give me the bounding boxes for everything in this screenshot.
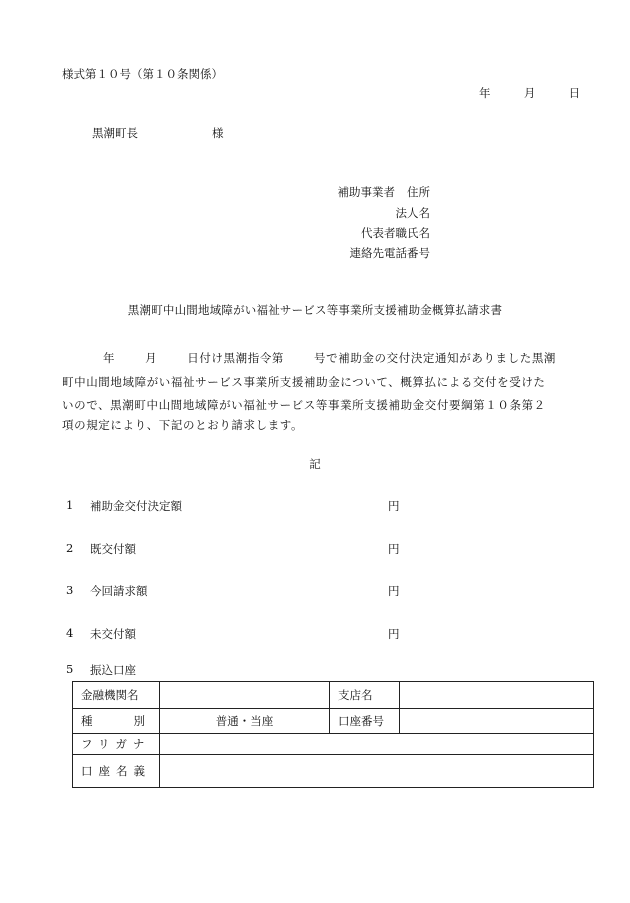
branch-field[interactable] (400, 682, 594, 709)
bank-row-furigana (73, 734, 594, 755)
body-line-4: 項の規定により、下記のとおり請求します。 (62, 418, 304, 432)
body-line-3: いので、黒潮町中山間地域障がい福祉サービス等事業所支援補助金交付要綱第１０条第２ (62, 398, 546, 412)
item-unit: 円 (388, 499, 400, 513)
date-line (479, 85, 580, 101)
bank-row-holder (73, 755, 594, 788)
item-unit: 円 (388, 584, 400, 598)
institution-field[interactable] (160, 682, 330, 709)
account-type-label (73, 709, 160, 734)
applicant-address-label: 住所 (407, 185, 430, 199)
date-year: 年 (479, 86, 491, 100)
document-title: 黒潮町中山間地域障がい福祉サービス等事業所支援補助金概算払請求書 (127, 303, 503, 317)
body-line-2: 町中山間地域障がい福祉サービス事業所支援補助金について、概算払による交付を受けた (62, 375, 546, 389)
body-year: 年 (103, 351, 116, 365)
item-unit: 円 (388, 542, 400, 556)
bank-row-type (73, 709, 594, 734)
ki-heading: 記 (309, 457, 321, 471)
applicant-phone-label: 連絡先電話番号 (349, 246, 430, 260)
account-number-label: 口座番号 (330, 709, 400, 734)
bank-row-institution (73, 682, 594, 709)
body-text-b: 号で補助金の交付決定通知がありました黒潮 (314, 351, 557, 365)
applicant-label: 補助事業者 (337, 185, 395, 199)
account-holder-field[interactable] (160, 755, 594, 788)
item-unit: 円 (388, 627, 400, 641)
account-type-value[interactable]: 普通・当座 (160, 709, 330, 734)
institution-label: 金融機関名 (73, 682, 160, 709)
item-number: 4 (66, 626, 74, 640)
furigana-field[interactable] (160, 734, 594, 755)
account-number-field[interactable] (400, 709, 594, 734)
item-number: 2 (66, 541, 74, 555)
item-number: 5 (66, 662, 74, 676)
item-number: 3 (66, 583, 74, 597)
bank-account-table (72, 681, 594, 788)
body-month: 月 (145, 351, 158, 365)
body-text-a: 日付け黒潮指令第 (187, 351, 285, 365)
applicant-representative-label: 代表者職氏名 (361, 226, 430, 240)
applicant-address-row (338, 184, 431, 200)
account-holder-label: 口座名義 (73, 755, 160, 788)
form-number: 様式第１０号（第１０条関係） (62, 67, 223, 81)
furigana-label: フリガナ (73, 734, 160, 755)
date-month: 月 (523, 86, 536, 100)
date-day: 日 (568, 86, 581, 100)
body-line-1 (103, 350, 556, 366)
account-type-label-a: 種 (81, 714, 93, 728)
addressee-honorific: 様 (212, 126, 224, 140)
branch-label: 支店名 (330, 682, 400, 709)
item-label: 今回請求額 (90, 584, 148, 598)
item-label: 既交付額 (90, 542, 136, 556)
item-label: 補助金交付決定額 (90, 499, 182, 513)
account-type-label-b: 別 (133, 714, 145, 728)
addressee-name: 黒潮町長 (92, 126, 138, 140)
item-label: 振込口座 (90, 663, 136, 677)
applicant-corporation-label: 法人名 (395, 206, 430, 220)
item-number: 1 (66, 498, 74, 512)
item-label: 未交付額 (90, 627, 136, 641)
